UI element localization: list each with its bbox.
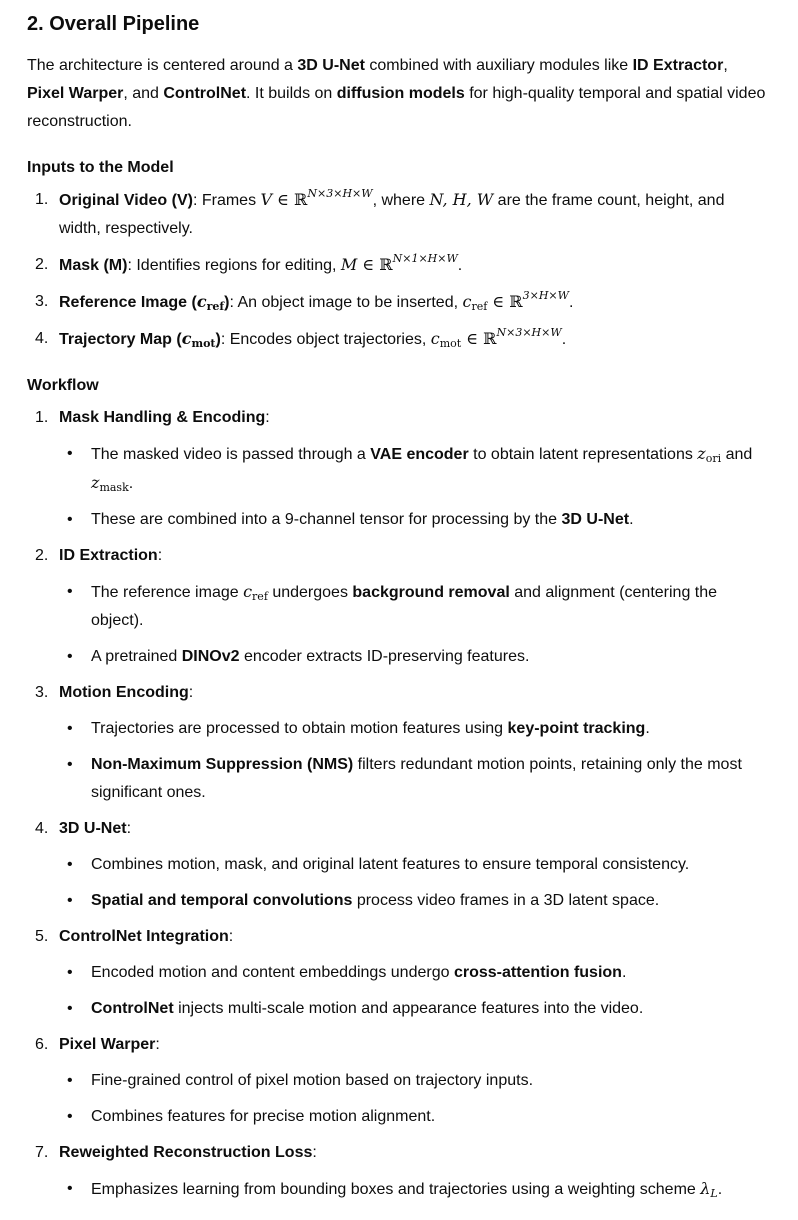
bullet-item: • The masked video is passed through a VAE encoder to obtain latent representations $z_{ori}$ and $z_{mask}$. (59, 440, 767, 498)
bullet-list (59, 1067, 767, 1131)
bullet-item: • Combines motion, mask, and original latent features to ensure temporal consistency. (59, 851, 767, 879)
workflow-step: 1. Mask Handling & Encoding: • The masked video is passed through a VAE encoder to obtain latent representations $z_{ori}$ and $z_{mask}$. • These are combined into a 9-channel tensor for processing by the 3D U-Net. (27, 404, 767, 534)
inputs-heading: Inputs to the Model (27, 159, 174, 176)
bullet-item: • ControlNet injects multi-scale motion and appearance features into the video. (59, 995, 767, 1023)
bullet-item: • These are combined into a 9-channel tensor for processing by the 3D U-Net. (59, 506, 767, 534)
workflow-step: 5. ControlNet Integration: • Encoded motion and content embeddings undergo cross-attention fusion. • ControlNet injects multi-scale motion and appearance features into the video. (27, 923, 767, 1023)
list-item: 4. Trajectory Map $(c_{mot})$: Encodes object trajectories, $c_{mot}$ ∈ ℝ$^{N\times 3\times H\times W}$. (35, 326, 567, 350)
document (27, 10, 767, 1204)
workflow-step: 4. 3D U-Net: • Combines motion, mask, and original latent features to ensure temporal consistency. • Spatial and temporal convolutions process video frames in a 3D latent space. (27, 815, 767, 915)
list-item: 3. Reference Image $(c_{ref})$: An object image to be inserted, $c_{ref}$ ∈ ℝ$^{3\times H\times W}$. (35, 289, 574, 313)
workflow-step: 6. Pixel Warper: • Fine-grained control of pixel motion based on trajectory inputs. • Combines features for precise motion alignment. (27, 1031, 767, 1131)
bullet-list (59, 851, 767, 915)
bullet-item: • Non-Maximum Suppression (NMS) filters redundant motion points, retaining only the most significant ones. (59, 751, 767, 807)
bullet-item: • Trajectories are processed to obtain motion features using key-point tracking. (59, 715, 767, 743)
section-heading: 2. Overall Pipeline (27, 13, 200, 35)
intro-paragraph: The architecture is centered around a 3D U-Net combined with auxiliary modules like ID Extractor, Pixel Warper, and ControlNet. It builds on diffusion models for high-quality temporal and spatial video reconstruction. (27, 57, 766, 130)
bullet-list (59, 1175, 767, 1204)
workflow-step: 2. ID Extraction: • The reference image $c_{ref}$ undergoes background removal and alignment (centering the object). • A pretrained DINOv2 encoder extracts ID-preserving features. (27, 542, 767, 671)
list-item: 2. Mask (M): Identifies regions for editing, M ∈ ℝ$^{N\times 1\times H\times W}$. (35, 252, 463, 274)
bullet-list (59, 578, 767, 671)
bullet-list (59, 959, 767, 1023)
bullet-item: • Combines features for precise motion alignment. (59, 1103, 767, 1131)
workflow-list (27, 404, 767, 1204)
bullet-list (59, 715, 767, 807)
inputs-list (27, 186, 767, 354)
bullet-item: • Fine-grained control of pixel motion based on trajectory inputs. (59, 1067, 767, 1095)
workflow-step: 3. Motion Encoding: • Trajectories are processed to obtain motion features using key-point tracking. • Non-Maximum Suppression (NMS) filters redundant motion points, retaining only the most significant ones. (27, 679, 767, 807)
bullet-item: • Encoded motion and content embeddings undergo cross-attention fusion. (59, 959, 767, 987)
bullet-item: • A pretrained DINOv2 encoder extracts ID-preserving features. (59, 643, 767, 671)
workflow-heading: Workflow (27, 377, 99, 394)
bullet-list (59, 440, 767, 534)
bullet-item: • The reference image $c_{ref}$ undergoes background removal and alignment (centering the object). (59, 578, 767, 635)
list-item: 1. Original Video (V): Frames V ∈ ℝ$^{N\times 3\times H\times W}$, where N, H, W are the frame count, height, and width, respectively. (35, 187, 725, 237)
bullet-item: • Emphasizes learning from bounding boxes and trajectories using a weighting scheme $\lambda_L$. (59, 1175, 767, 1204)
workflow-step: 7. Reweighted Reconstruction Loss: • Emphasizes learning from bounding boxes and trajectories using a weighting scheme $\lambda_L$. (27, 1139, 767, 1204)
bullet-item: • Spatial and temporal convolutions process video frames in a 3D latent space. (59, 887, 767, 915)
